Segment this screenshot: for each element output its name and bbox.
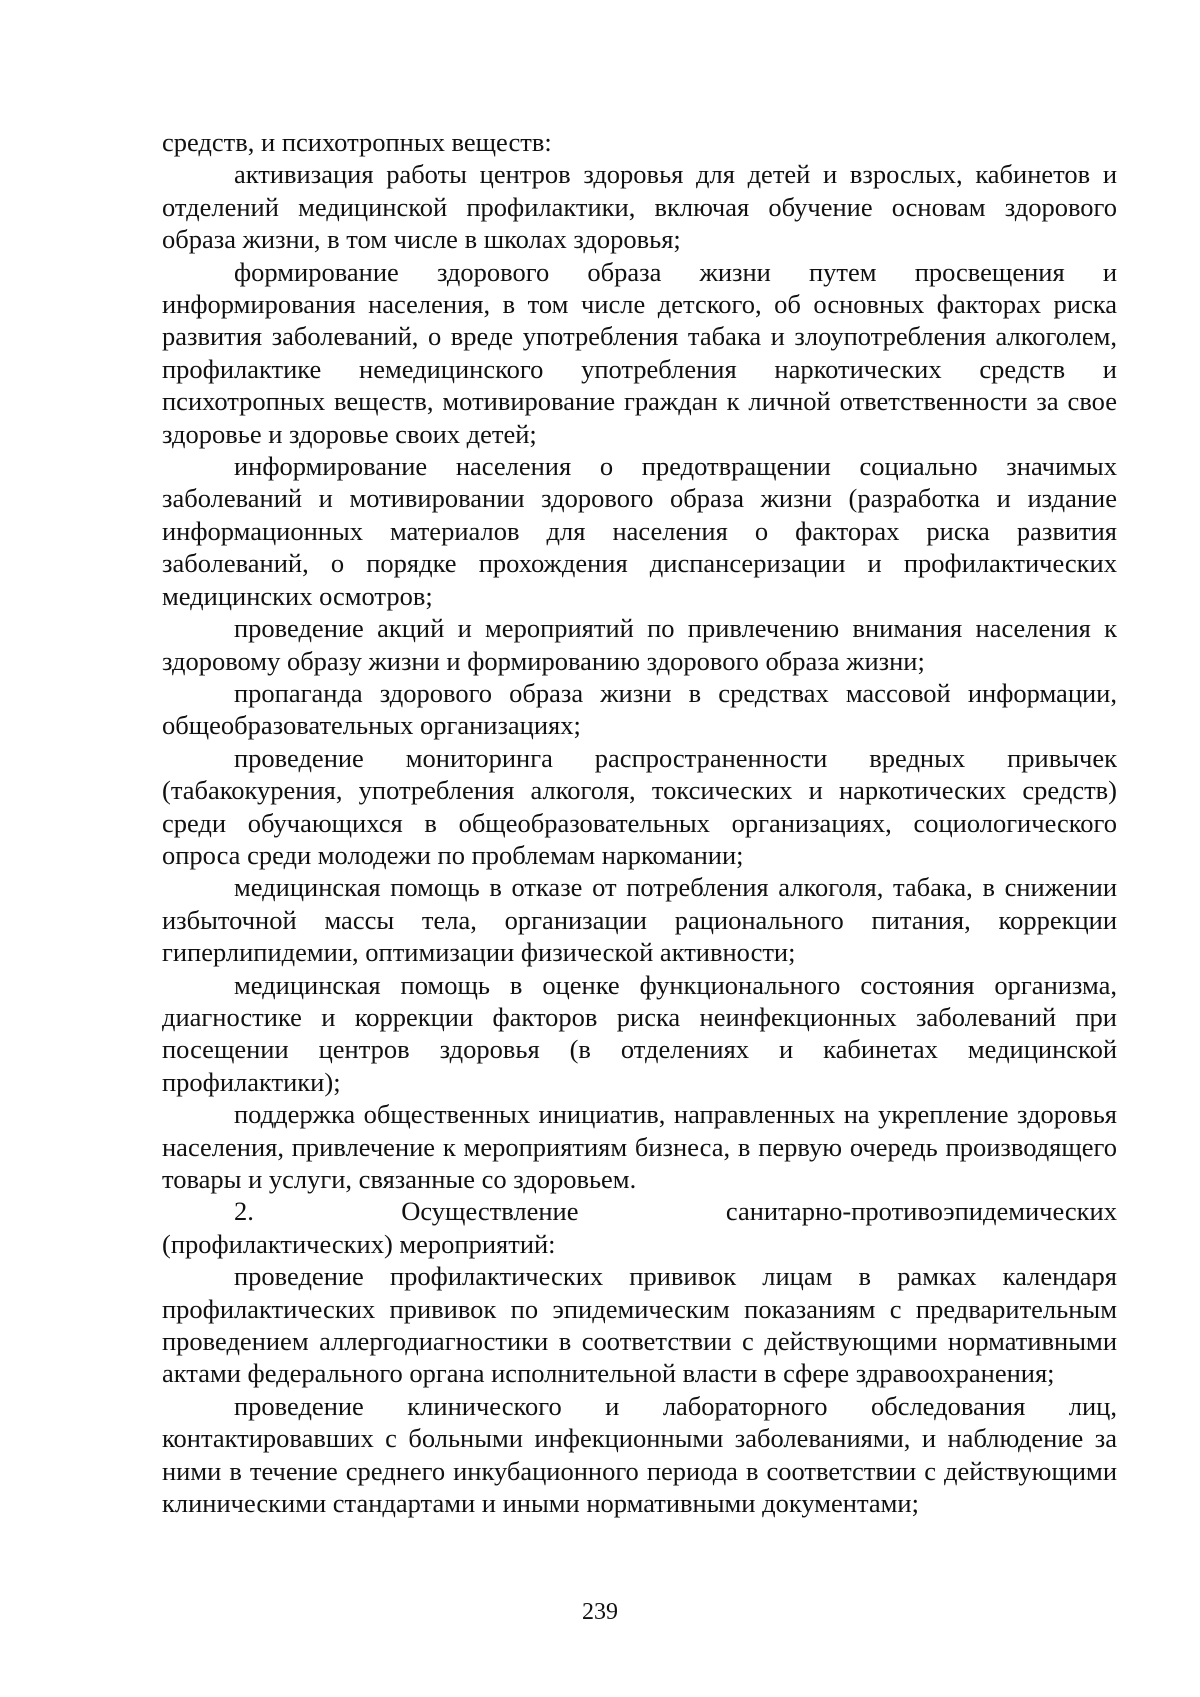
paragraph-monitoring: проведение мониторинга распространенности вредных привычек (табакокурения, употребления алкоголя, токсических и наркотических средств) среди обучающихся в общеобразовательных организациях, социологического опроса среди молодежи по проблемам наркомании; [162,742,1117,870]
paragraph-public-initiatives: поддержка общественных инициатив, направленных на укрепление здоровья населения, привлечение к мероприятиям бизнеса, в первую очередь производящего товары и услуги, связанные со здоровьем. [162,1099,1117,1194]
paragraph-contact-examination: проведение клинического и лабораторного обследования лиц, контактировавших с больными инфекционными заболеваниями, и наблюдение за ними в течение среднего инкубационного периода в соответствии с действующими клиническими стандартами и иными нормативными документами; [162,1390,1117,1519]
page-number: 239 [582,1599,618,1625]
paragraph-campaigns: проведение акций и мероприятий по привлечению внимания населения к здоровому образу жизни и формированию здорового образа жизни; [162,613,1117,676]
paragraph-informing-population: информирование населения о предотвращении социально значимых заболеваний и мотивировании здорового образа жизни (разработка и издание информационных материалов для населения о факторах риска развития заболеваний, о порядке прохождения диспансеризации и профилактических медицинских осмотров; [162,451,1117,611]
paragraph-healthy-lifestyle: формирование здорового образа жизни путем просвещения и информирования населения, в том числе детского, об основных факторах риска развития заболеваний, о вреде употребления табака и злоупотребления алкоголем, профилактике немедицинского употребления наркотических средств и психотропных веществ, мотивирование граждан к личной ответственности за свое здоровье и здоровье своих детей; [162,256,1117,449]
paragraph-health-centers: активизация работы центров здоровья для детей и взрослых, кабинетов и отделений медицинской профилактики, включая обучение основам здорового образа жизни, в том числе в школах здоровья; [162,159,1117,255]
section-heading-2: 2. Осуществление санитарно-противоэпидемических [234,1196,1117,1227]
paragraph-continuation: средств, и психотропных веществ: [162,127,552,157]
section-heading-2-continuation: (профилактических) мероприятий: [162,1228,556,1259]
paragraph-propaganda: пропаганда здорового образа жизни в средствах массовой информации, общеобразовательных организациях; [162,677,1117,741]
paragraph-medical-help-quitting: медицинская помощь в отказе от потребления алкоголя, табака, в снижении избыточной массы тела, организации рационального питания, коррекции гиперлипидемии, оптимизации физической активности; [162,872,1117,968]
body-text [162,126,1117,1519]
paragraph-medical-help-assessment: медицинская помощь в оценке функционального состояния организма, диагностике и коррекции факторов риска неинфекционных заболеваний при посещении центров здоровья (в отделениях и кабинетах медицинской профилактики); [162,969,1117,1097]
paragraph-vaccinations: проведение профилактических прививок лицам в рамках календаря профилактических прививок по эпидемическим показаниям с предварительным проведением аллергодиагностики в соответствии с действующими нормативными актами федерального органа исполнительной власти в сфере здравоохранения; [162,1261,1117,1389]
